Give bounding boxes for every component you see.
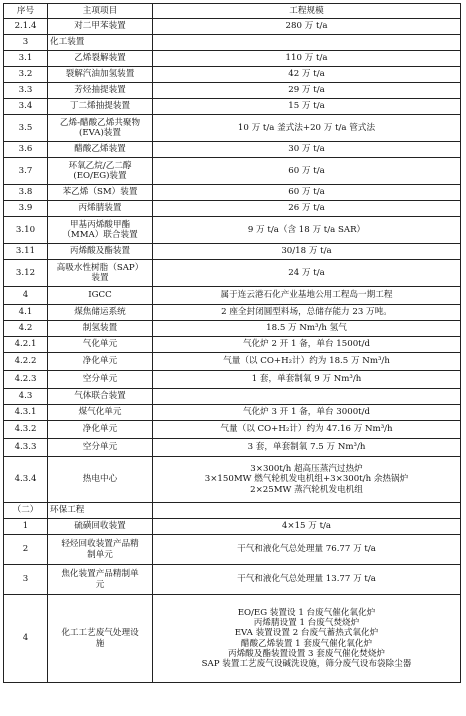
row-number: 3.4	[4, 99, 48, 115]
row-number: 3.12	[4, 260, 48, 287]
row-scale: 30/18 万 t/a	[153, 244, 461, 260]
table-row	[4, 99, 461, 115]
table-row	[4, 244, 461, 260]
table-row	[4, 287, 461, 305]
row-scale: 3 套，单套制氧 7.5 万 Nm³/h	[153, 439, 461, 457]
row-item: 空分单元	[48, 439, 153, 457]
row-number: （二）	[4, 503, 48, 519]
row-number: 3.7	[4, 158, 48, 185]
engineering-scale-table	[3, 3, 461, 683]
row-number: 3.11	[4, 244, 48, 260]
row-number: 2.1.4	[4, 19, 48, 35]
row-item: 芳烃抽提装置	[48, 83, 153, 99]
row-scale: 60 万 t/a	[153, 158, 461, 185]
row-scale: 18.5 万 Nm³/h 氢气	[153, 321, 461, 337]
row-item: 煤焦储运系统	[48, 305, 153, 321]
row-number: 1	[4, 519, 48, 535]
row-scale: 30 万 t/a	[153, 142, 461, 158]
row-number: 2	[4, 535, 48, 565]
header-no: 序号	[4, 4, 48, 19]
table-row	[4, 260, 461, 287]
row-number: 4.2.3	[4, 371, 48, 389]
table-row	[4, 535, 461, 565]
row-item: 裂解汽油加氢装置	[48, 67, 153, 83]
row-item: 净化单元	[48, 353, 153, 371]
row-item: 醋酸乙烯装置	[48, 142, 153, 158]
row-number: 3.3	[4, 83, 48, 99]
table-row	[4, 405, 461, 421]
row-scale: 气化炉 2 开 1 备，单台 1500t/d	[153, 337, 461, 353]
row-scale: 气量（以 CO+H₂计）约为 18.5 万 Nm³/h	[153, 353, 461, 371]
row-number: 4.3.2	[4, 421, 48, 439]
row-item: 轻烃回收装置产品精 制单元	[48, 535, 153, 565]
row-item: 净化单元	[48, 421, 153, 439]
row-scale: 3×300t/h 超高压蒸汽过热炉 3×150MW 燃气轮机发电机组+3×300t/h 余热锅炉 2×25MW 蒸汽轮机发电机组	[153, 457, 461, 503]
row-scale: 1 套，单套制氧 9 万 Nm³/h	[153, 371, 461, 389]
row-scale: EO/EG 装置设 1 台废气催化氧化炉 丙烯腈设置 1 台废气焚烧炉 EVA 装置设置 2 台废气蓄热式氧化炉 醋酸乙烯装置 1 套废气催化氧化炉 丙烯酸及酯装置设置 3 套废气催化焚烧炉 SAP 装置工艺废气设碱洗设施，筛分废气设布袋除尘器	[153, 595, 461, 683]
row-item: 化工工艺废气处理设 施	[48, 595, 153, 683]
row-scale: 42 万 t/a	[153, 67, 461, 83]
row-scale: 24 万 t/a	[153, 260, 461, 287]
row-scale: 60 万 t/a	[153, 185, 461, 201]
row-item: 气化单元	[48, 337, 153, 353]
table-row	[4, 19, 461, 35]
row-scale: 10 万 t/a 釜式法+20 万 t/a 管式法	[153, 115, 461, 142]
row-number: 4.3	[4, 389, 48, 405]
row-item: 焦化装置产品精制单 元	[48, 565, 153, 595]
row-item: 丙烯酸及酯装置	[48, 244, 153, 260]
table-row	[4, 217, 461, 244]
row-number: 3.5	[4, 115, 48, 142]
row-item: 煤气化单元	[48, 405, 153, 421]
row-item: 甲基丙烯酸甲酯 （MMA）联合装置	[48, 217, 153, 244]
row-scale: 属于连云港石化产业基地公用工程岛一期工程	[153, 287, 461, 305]
table-header-row	[4, 4, 461, 19]
table-body	[4, 19, 461, 683]
row-item: 硫磺回收装置	[48, 519, 153, 535]
row-item: 对二甲苯装置	[48, 19, 153, 35]
row-scale: 2 座全封闭圆型料场，总储存能力 23 万吨。	[153, 305, 461, 321]
table-row	[4, 67, 461, 83]
row-scale: 气化炉 3 开 1 备，单台 3000t/d	[153, 405, 461, 421]
row-number: 4.3.3	[4, 439, 48, 457]
row-scale: 15 万 t/a	[153, 99, 461, 115]
table-row	[4, 142, 461, 158]
table-row	[4, 305, 461, 321]
table-row	[4, 185, 461, 201]
row-item: 环氧乙烷/乙二醇 (EO/EG)装置	[48, 158, 153, 185]
row-number: 4.1	[4, 305, 48, 321]
row-scale: 29 万 t/a	[153, 83, 461, 99]
header-item: 主项项目	[48, 4, 153, 19]
table-row	[4, 595, 461, 683]
row-number: 3.9	[4, 201, 48, 217]
row-number: 4.2.1	[4, 337, 48, 353]
row-item: IGCC	[48, 287, 153, 305]
table-row	[4, 353, 461, 371]
row-number: 4.2	[4, 321, 48, 337]
row-item: 热电中心	[48, 457, 153, 503]
table-row	[4, 158, 461, 185]
row-number: 3.8	[4, 185, 48, 201]
row-number: 4.3.1	[4, 405, 48, 421]
row-item: 丁二烯抽提装置	[48, 99, 153, 115]
row-number: 3.6	[4, 142, 48, 158]
row-item: 丙烯腈装置	[48, 201, 153, 217]
row-number: 3	[4, 35, 48, 51]
table-row	[4, 519, 461, 535]
table-row	[4, 115, 461, 142]
row-scale: 9 万 t/a（含 18 万 t/a SAR）	[153, 217, 461, 244]
table-row	[4, 439, 461, 457]
row-item: 乙烯裂解装置	[48, 51, 153, 67]
table-row	[4, 83, 461, 99]
table-row	[4, 201, 461, 217]
row-number: 3.2	[4, 67, 48, 83]
row-number: 4	[4, 287, 48, 305]
row-item: 制氢装置	[48, 321, 153, 337]
row-scale	[153, 389, 461, 405]
row-item: 气体联合装置	[48, 389, 153, 405]
row-item: 乙烯-醋酸乙烯共聚物 (EVA)装置	[48, 115, 153, 142]
row-item: 空分单元	[48, 371, 153, 389]
row-scale: 4×15 万 t/a	[153, 519, 461, 535]
table-row	[4, 35, 461, 51]
table-row	[4, 337, 461, 353]
table-row	[4, 51, 461, 67]
row-scale: 280 万 t/a	[153, 19, 461, 35]
row-number: 4.2.2	[4, 353, 48, 371]
row-item: 苯乙烯（SM）装置	[48, 185, 153, 201]
row-scale: 干气和液化气总处理量 13.77 万 t/a	[153, 565, 461, 595]
table-row	[4, 321, 461, 337]
row-number: 3.10	[4, 217, 48, 244]
header-scale: 工程规模	[153, 4, 461, 19]
table-row	[4, 371, 461, 389]
row-scale: 干气和液化气总处理量 76.77 万 t/a	[153, 535, 461, 565]
table-row	[4, 389, 461, 405]
table-row	[4, 503, 461, 519]
row-scale	[153, 35, 461, 51]
row-number: 4.3.4	[4, 457, 48, 503]
row-number: 3	[4, 565, 48, 595]
row-number: 3.1	[4, 51, 48, 67]
row-scale	[153, 503, 461, 519]
row-item: 化工装置	[48, 35, 153, 51]
table-row	[4, 565, 461, 595]
row-item: 环保工程	[48, 503, 153, 519]
row-scale: 110 万 t/a	[153, 51, 461, 67]
row-scale: 26 万 t/a	[153, 201, 461, 217]
row-number: 4	[4, 595, 48, 683]
row-scale: 气量（以 CO+H₂计）约为 47.16 万 Nm³/h	[153, 421, 461, 439]
table-row	[4, 421, 461, 439]
table-row	[4, 457, 461, 503]
row-item: 高吸水性树脂（SAP） 装置	[48, 260, 153, 287]
